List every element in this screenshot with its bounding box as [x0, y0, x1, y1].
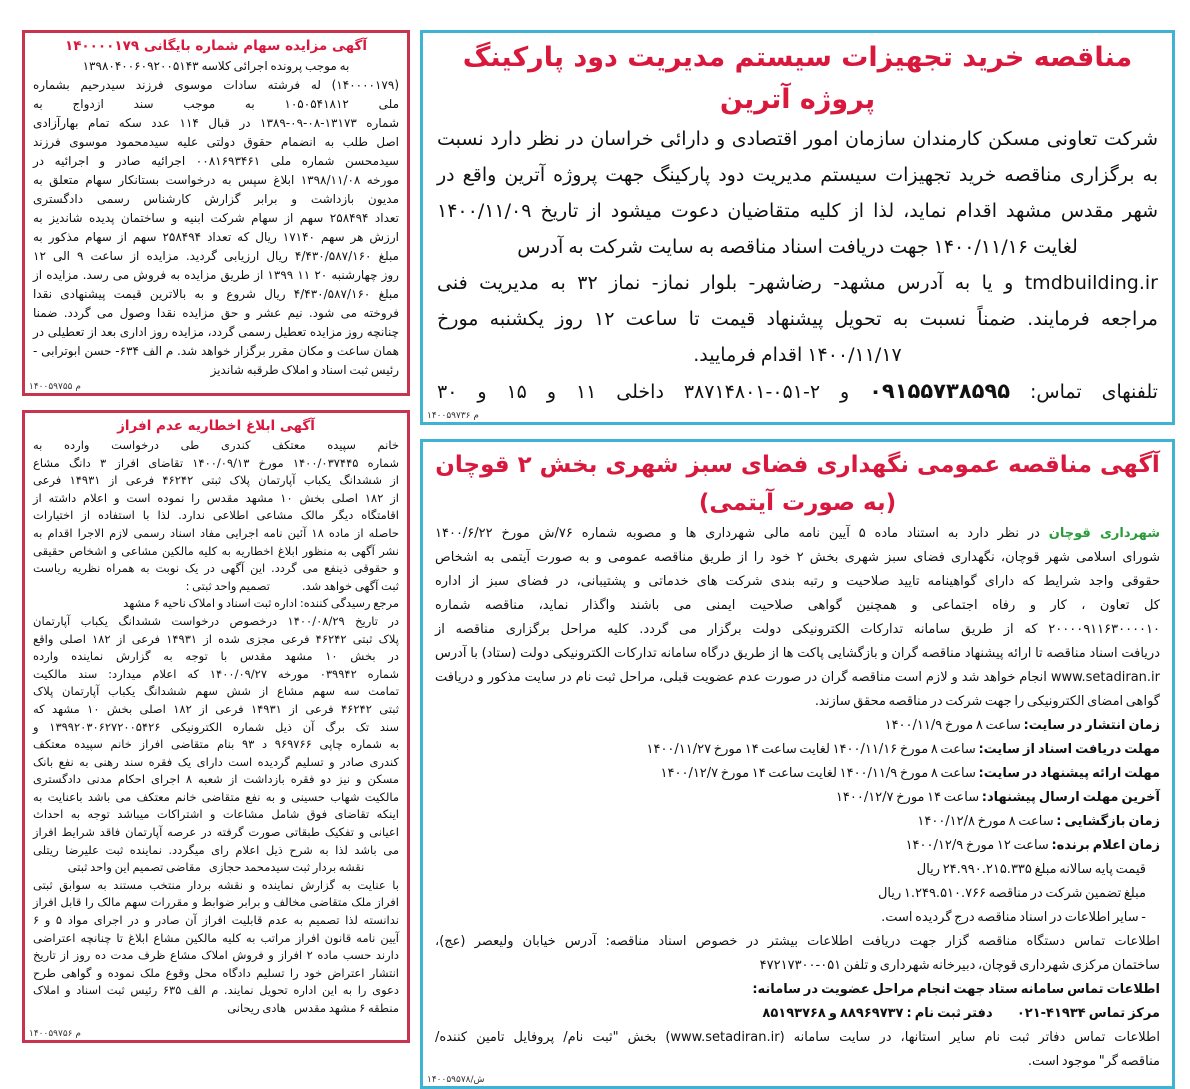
text-line: آیین نامه قانون افراز مراتب به کلیه مالکین مشاع ابلاغ تا چنانچه اعتراضی — [33, 930, 399, 945]
schedule — [435, 714, 1160, 858]
text-line: ۱۴۰۰/۱۱/۱۷ اقدام فرمایید. — [693, 344, 902, 366]
schedule-value: ساعت ۸ مورخ ۱۴۰۰/۱۱/۹ — [884, 718, 1021, 733]
text-line: دریافت اسناد مناقصه تا ارائه پیشنهاد مناقصه گران و بازگشایی پاکت ها از طریق درگاه سامانه تدارکات الکترونیکی دولت (ستاد) با آدرس — [435, 646, 1160, 661]
text-line: تعداد ۲۵۸۴۹۴ سهم از سهام شرکت ابنیه و ساختمان پدیده شاندیز به — [33, 211, 400, 225]
schedule-value: ساعت ۸ مورخ ۱۴۰۰/۱۱/۹ لغایت ساعت ۱۴ مورخ ۱۴۰۰/۱۲/۷ — [660, 766, 976, 781]
text-line: انتشار اعتراض خود را تسلیم دادگاه محل وقوع ملک نموده و گواهی طرح — [33, 965, 399, 980]
text-line: شماره ۰۳۹۹۴۲ مورخه ۱۴۰۰/۰۹/۲۷ که اعلام میدارد: سند مالکیت — [33, 666, 399, 681]
text-line: مبلغ ۴/۴۳۰/۵۸۷/۱۶۰ ریال شروع و به بالاترین قیمت پیشنهادی نقدا — [33, 287, 399, 301]
right-column — [420, 30, 1175, 1089]
schedule-value: ساعت ۸ مورخ ۱۴۰۰/۱۲/۸ — [917, 814, 1054, 829]
text-line: به برگزاری مناقصه خرید تجهیزات سیستم مدیریت دود پارکینگ جهت پروژه آترین واقع در — [437, 164, 1158, 186]
schedule-row — [435, 786, 1160, 810]
text-line: شورای اسلامی شهر قوچان، نگهداری فضای سبز شهری بخش ۲ خود را از طریق مناقصه عمومی و به صورت آیتمی به اشخاص — [435, 550, 1160, 565]
text-line: اقامتگاه دیگر مالک مشاعی اطلاعی ندارد. لذا با استفاده از اختیارات — [33, 508, 399, 523]
text-line: گواهی امضای الکترونیکی را جهت شرکت در مناقصه محقق سازند. — [814, 694, 1160, 709]
contact-phones — [437, 373, 1158, 410]
ad-title: آگهی مناقصه عمومی نگهداری فضای سبز شهری بخش ۲ قوچان (به صورت آیتمی) — [435, 452, 1160, 516]
text-line: ساختمان مرکزی شهرداری قوچان، دبیرخانه شهرداری و تلفن ۰۵۱-۴۷۲۱۷۳۰۰ — [759, 958, 1160, 973]
phone-mobile: ۰۹۱۵۵۷۳۸۵۹۵ — [869, 379, 1011, 403]
text-line: ثبت آگهی خواهد شد. تصمیم واحد ثبتی : — [185, 578, 399, 593]
ad-share-auction — [22, 30, 410, 396]
text-line: رئیس ثبت اسناد و املاک طرقبه شاندیز — [210, 363, 399, 377]
text-line: اطلاعات تماس دفاتر ثبت نام سایر استانها، در سایت سامانه (www.setadiran.ir) بخش "ثبت نام/ پروفایل تامین کننده/ — [435, 1030, 1160, 1045]
ad-code: ۱۴۰۰۵۹۵۷۸/ش — [427, 1075, 485, 1085]
text-line: شماره ۱۳۱۷۳-۰۸-۰۹-۱۳۸۹ در قبال ۱۱۴ عدد سکه تمام بهارآزادی — [33, 116, 399, 130]
phone-label: تلفنهای تماس: — [1030, 381, 1158, 403]
text-line: چنانچه روز مزایده تعطیل رسمی گردد، مزایده روز اداری بعد از تعطیلی در — [33, 325, 399, 339]
footer-info — [435, 1026, 1160, 1074]
ad-body — [435, 546, 1160, 714]
contact-info — [435, 930, 1160, 978]
setad-heading: اطلاعات تماس سامانه ستاد جهت انجام مراحل عضویت در سامانه: — [752, 982, 1160, 997]
price-line: - سایر اطلاعات در اسناد مناقصه درج گردیده است. — [881, 910, 1146, 925]
prices — [435, 858, 1160, 930]
text-line: اطلاعات تماس دستگاه مناقصه گزار جهت دریافت اطلاعات بیشتر در خصوص اسناد مناقصه: آدرس خیابان ولیعصر (عج)، — [435, 934, 1160, 949]
text-line: اعیانی و تفکیک طبقاتی صورت گرفته در عرصه آپارتمان فاقد شرایط افراز — [33, 825, 399, 840]
text-line: از ششدانگ یکباب آپارتمان پلاک ثبتی ۴۶۲۴۲ فرعی از ۱۴۹۳۱ فرعی — [33, 473, 399, 488]
text-line: از ۱۸۲ اصلی بخش ۱۰ مشهد مقدس را نموده است و اعلام داشته از — [33, 490, 399, 505]
text-line: افراز ملک متقاضی مخالف و برابر ضوابط و مقررات سهم مالک را قابل افراز — [33, 895, 399, 910]
schedule-label: زمان انتشار در سایت: — [1023, 718, 1160, 733]
ad-code: م ۱۴۰۰۵۹۷۵۵ — [29, 382, 81, 392]
text-line: tmdbuilding.ir و یا به آدرس مشهد- رضاشهر- بلوار نماز- نماز ۳۲ به مدیریت فنی — [437, 272, 1158, 294]
text-line: تمامت سه سهم مشاع از شش سهم ششدانگ یکباب آپارتمان پلاک — [33, 684, 399, 699]
text-line: فروخته می شود. نیم عشر و حق مزایده نقدا وصول می گردد. ضمنا — [33, 306, 399, 320]
text-line: شماره ۱۴۰۰/۰۳۷۴۴۵ مورخ ۱۴۰۰/۰۹/۱۳ تقاضای افراز ۳ دانگ مشاع — [33, 455, 400, 470]
ad-partition-notice — [22, 410, 410, 1043]
text-line: مبلغ ۴/۴۳۰/۵۸۷/۱۶۰ ریال ارزیابی گردید. مزایده از ساعت ۹ الی ۱۲ — [33, 249, 399, 263]
text-line: مراجعه فرمایند. ضمناً نسبت به تحویل پیشنهاد قیمت تا ساعت ۱۲ روز یکشنبه مورخ — [437, 308, 1158, 330]
ad-body — [33, 57, 399, 380]
text-line: منطقه ۶ مشهد مقدس هادی ریحانی — [227, 1001, 399, 1015]
text-line: شرکت تعاونی مسکن کارمندان سازمان امور اقتصادی و دارائی خراسان در نظر دارد نسبت — [437, 128, 1158, 150]
text-line: همان ساعت و مکان مقرر برگزار خواهد شد. م الف ۶۳۴- حسن ابوترابی - — [33, 344, 399, 358]
schedule-value: ساعت ۸ مورخ ۱۴۰۰/۱۱/۱۶ لغایت ساعت ۱۴ مورخ ۱۴۰۰/۱۱/۲۷ — [646, 742, 976, 757]
text-line: مرجع رسیدگی کننده: اداره ثبت اسناد و املاک ناحیه ۶ مشهد — [123, 596, 399, 611]
text-line: سند تک برگ آن ذیل شماره الکترونیکی ۱۳۹۹۲۰۳۰۶۲۷۲۰۰۵۴۲۶ و — [33, 719, 399, 734]
ad-title: آگهی ابلاغ اخطاریه عدم افراز — [117, 418, 315, 434]
text-line: دارند حسب ماده ۲ افراز و فروش املاک مشاع ظرف مدت ده روز از تاریخ — [33, 948, 399, 963]
ad-code: ۱۴۰۰۵۹۷۳۶ م — [427, 411, 479, 421]
intro-text: در نظر دارد به استناد ماده ۵ آیین نامه مالی شهرداری ها و مصوبه شماره ۷۶/ش مورخ ۱۴۰۰/۶/۲۲ — [435, 526, 1040, 541]
ad-green-space-tender — [420, 439, 1175, 1089]
setad-contact: مرکز تماس ۴۱۹۳۴-۰۲۱ دفتر ثبت نام : ۸۸۹۶۹۷۳۷ و ۸۵۱۹۳۷۶۸ — [762, 1006, 1160, 1021]
schedule-label: زمان بازگشایی : — [1056, 814, 1160, 829]
text-line: www.setadiran.ir انجام خواهد شد و لازم است مناقصه گران در صورت عدم عضویت قبلی، مراحل ثبت نام در سایت مذکور و دریافت — [435, 670, 1160, 685]
text-line: حقوقی واجد شرایط که دارای گواهینامه تایید صلاحیت و رتبه بندی شرکت های خدماتی و پشتیبانی، در فضای سبز از اداره — [435, 574, 1160, 589]
schedule-row — [435, 834, 1160, 858]
text-line: در تاریخ ۱۴۰۰/۰۸/۲۹ درخصوص درخواست ششدانگ یکباب آپارتمان — [33, 613, 399, 628]
text-line: ارزش هر سهم ۱۷۱۴۰ ریال که تعداد ۲۵۸۴۹۴ سهم از سهام مذکور به — [33, 230, 399, 244]
text-line: کندری صادر و تسلیم گردیده است دارای یک فقره سند رهنی به نفع بانک — [33, 754, 399, 769]
text-line: (۱۴۰۰۰۰۱۷۹) له فرشته سادات موسوی فرزند سیدرحیم بشماره — [33, 78, 399, 92]
text-line: شهر مقدس مشهد اقدام نماید، لذا از کلیه متقاضیان دعوت میشود از تاریخ ۱۴۰۰/۱۱/۰۹ — [437, 200, 1158, 222]
text-line: اصل طلب به انضمام حقوق دولتی علیه سیدمحمود موسوی فرزند — [33, 135, 399, 149]
text-line: لغایت ۱۴۰۰/۱۱/۱۶ جهت دریافت اسناد مناقصه به سایت شرکت به آدرس — [517, 236, 1078, 258]
schedule-row — [435, 714, 1160, 738]
schedule-row — [435, 738, 1160, 762]
text-line: ملی ۱۰۵۰۵۴۱۸۱۲ به موجب سند ازدواج به — [33, 97, 400, 111]
text-line: مناقصه گر" موجود است. — [1027, 1054, 1160, 1069]
text-line: و حقوقی ذینفع می گردد. این آگهی در یک نوبت به همراه نظریه ریاست — [33, 561, 399, 576]
text-line: نقشه بردار ثبت سیدمحمد حجازی مقاضی تصمیم این واحد ثبتی — [67, 860, 365, 875]
ad-body — [437, 121, 1158, 373]
text-line: روز چهارشنبه ۲۰ ۱۱ ۱۳۹۹ از طریق مزایده به فروش می رسد. مزایده از — [33, 268, 399, 282]
text-line: می باشد لذا به شرح ذیل اعلام رای میگردد. نماینده ثبت علیرضا ریتلی — [33, 842, 399, 857]
text-line: مورخه ۱۳۹۸/۱۱/۰۸ ابلاغ سپس به درخواست بستانکار سهام متعلق به — [33, 173, 399, 187]
left-column — [22, 30, 410, 1043]
phone-rest: و ۲-۰۵۱-۳۸۷۱۴۸۰۱ داخلی ۱۱ و ۱۵ و ۳۰ — [437, 381, 850, 403]
text-line: پلاک ثبتی ۴۶۲۴۲ فرعی مجزی شده از ۱۴۹۳۱ فرعی از ۱۸۲ اصلی واقع — [33, 631, 399, 646]
text-line: خانم سپیده معتکف کندری طی درخواست وارده به — [33, 438, 399, 452]
text-line: اینکه تقاضای فوق شامل مشاعات و اشتراکات میباشد توجه به احداث — [33, 807, 399, 822]
text-line: به موجب پرونده اجرائی کلاسه ۱۳۹۸۰۴۰۰۶۰۹۲۰۰۵۱۴۳ — [82, 59, 350, 73]
schedule-label: زمان اعلام برنده: — [1051, 838, 1160, 853]
text-line: کل تعاون ، کار و رفاه اجتماعی و همچنین گواهی صلاحیت ایمنی می باشند واگذار نماید، مناقصه شماره — [435, 598, 1160, 613]
text-line: مسکن و نیز دو فقره بازداشت از شعبه ۸ اجرای احکام مدنی دادگستری — [33, 772, 399, 787]
schedule-label: آخرین مهلت ارسال پیشنهاد: — [981, 790, 1160, 805]
price-line: مبلغ تضمین شرکت در مناقصه ۱.۲۴۹.۵۱۰.۷۶۶ ریال — [877, 886, 1146, 901]
schedule-row — [435, 810, 1160, 834]
schedule-row — [435, 762, 1160, 786]
ad-body — [33, 437, 399, 1018]
text-line: در بخش ۱۰ مشهد مقدس با توجه به گزارش نماینده وارده — [33, 649, 399, 664]
text-line: ۲۰۰۰۰۹۱۱۶۳۰۰۰۰۱۰ که از طریق سامانه تدارکات الکترونیکی دولت برگزار می گردد. کلیه مراحل برگزاری مناقصه از — [435, 622, 1160, 637]
text-line: حاصله از ماده ۱۸ آئین نامه اجرایی مفاد اسناد رسمی لازم الاجرا اقدام به — [33, 525, 399, 540]
text-line: ثبتی ۴۶۲۴۲ فرعی از ۱۴۹۳۱ فرعی از ۱۸۲ اصلی بخش ۱۰ مشهد که — [33, 701, 399, 716]
schedule-label: مهلت ارائه پیشنهاد در سایت: — [978, 766, 1160, 781]
text-line: به شماره چاپی ۹۶۹۷۶۶ د ۹۳ بنام متقاضی افراز خانم سپیده معتکف — [33, 737, 399, 752]
text-line: دعوی را به این اداره تحویل نمایند. م الف ۶۳۵ رئیس ثبت اسناد و املاک — [33, 983, 400, 998]
text-line: مدیون بازداشت و برابر گزارش کارشناس رسمی دادگستری — [33, 192, 399, 206]
schedule-value: ساعت ۱۲ مورخ ۱۴۰۰/۱۲/۹ — [905, 838, 1049, 853]
ad-code: م ۱۴۰۰۵۹۷۵۶ — [29, 1029, 81, 1039]
intro-line — [435, 522, 1160, 546]
text-line: سیدمحسن شماره ملی ۰۰۸۱۶۹۳۴۶۱ اجرائیه صادر و اجرائیه در — [33, 154, 399, 168]
text-line: ندانسته لذا تصمیم به عدم قابلیت افراز آن صادر و در اجرای مواد ۵ و ۶ — [33, 913, 399, 928]
text-line: با عنایت به گزارش نماینده و نقشه بردار منتخب مستند به سوابق ثبتی — [33, 877, 399, 892]
ad-title: آگهی مزایده سهام شماره بایگانی ۱۴۰۰۰۰۱۷۹ — [64, 38, 368, 54]
org-name: شهرداری قوچان — [1048, 526, 1160, 541]
ad-title: مناقصه خرید تجهیزات سیستم مدیریت دود پارکینگ پروژه آترین — [462, 42, 1133, 115]
schedule-value: ساعت ۱۴ مورخ ۱۴۰۰/۱۲/۷ — [835, 790, 980, 805]
schedule-label: مهلت دریافت اسناد از سایت: — [978, 742, 1160, 757]
text-line: مالکیت شهاب حسینی و به نفع متقاضی خانم معتکف می باشد باعنایت به — [33, 789, 399, 804]
ad-parking-tender — [420, 30, 1175, 425]
price-line: قیمت پایه سالانه مبلغ ۲۴.۹۹۰.۲۱۵.۳۳۵ ریال — [916, 862, 1146, 877]
text-line: نشر آگهی به منظور ابلاغ اخطاریه به کلیه مالکین مشاعی و اشخاص حقیقی — [33, 543, 399, 558]
